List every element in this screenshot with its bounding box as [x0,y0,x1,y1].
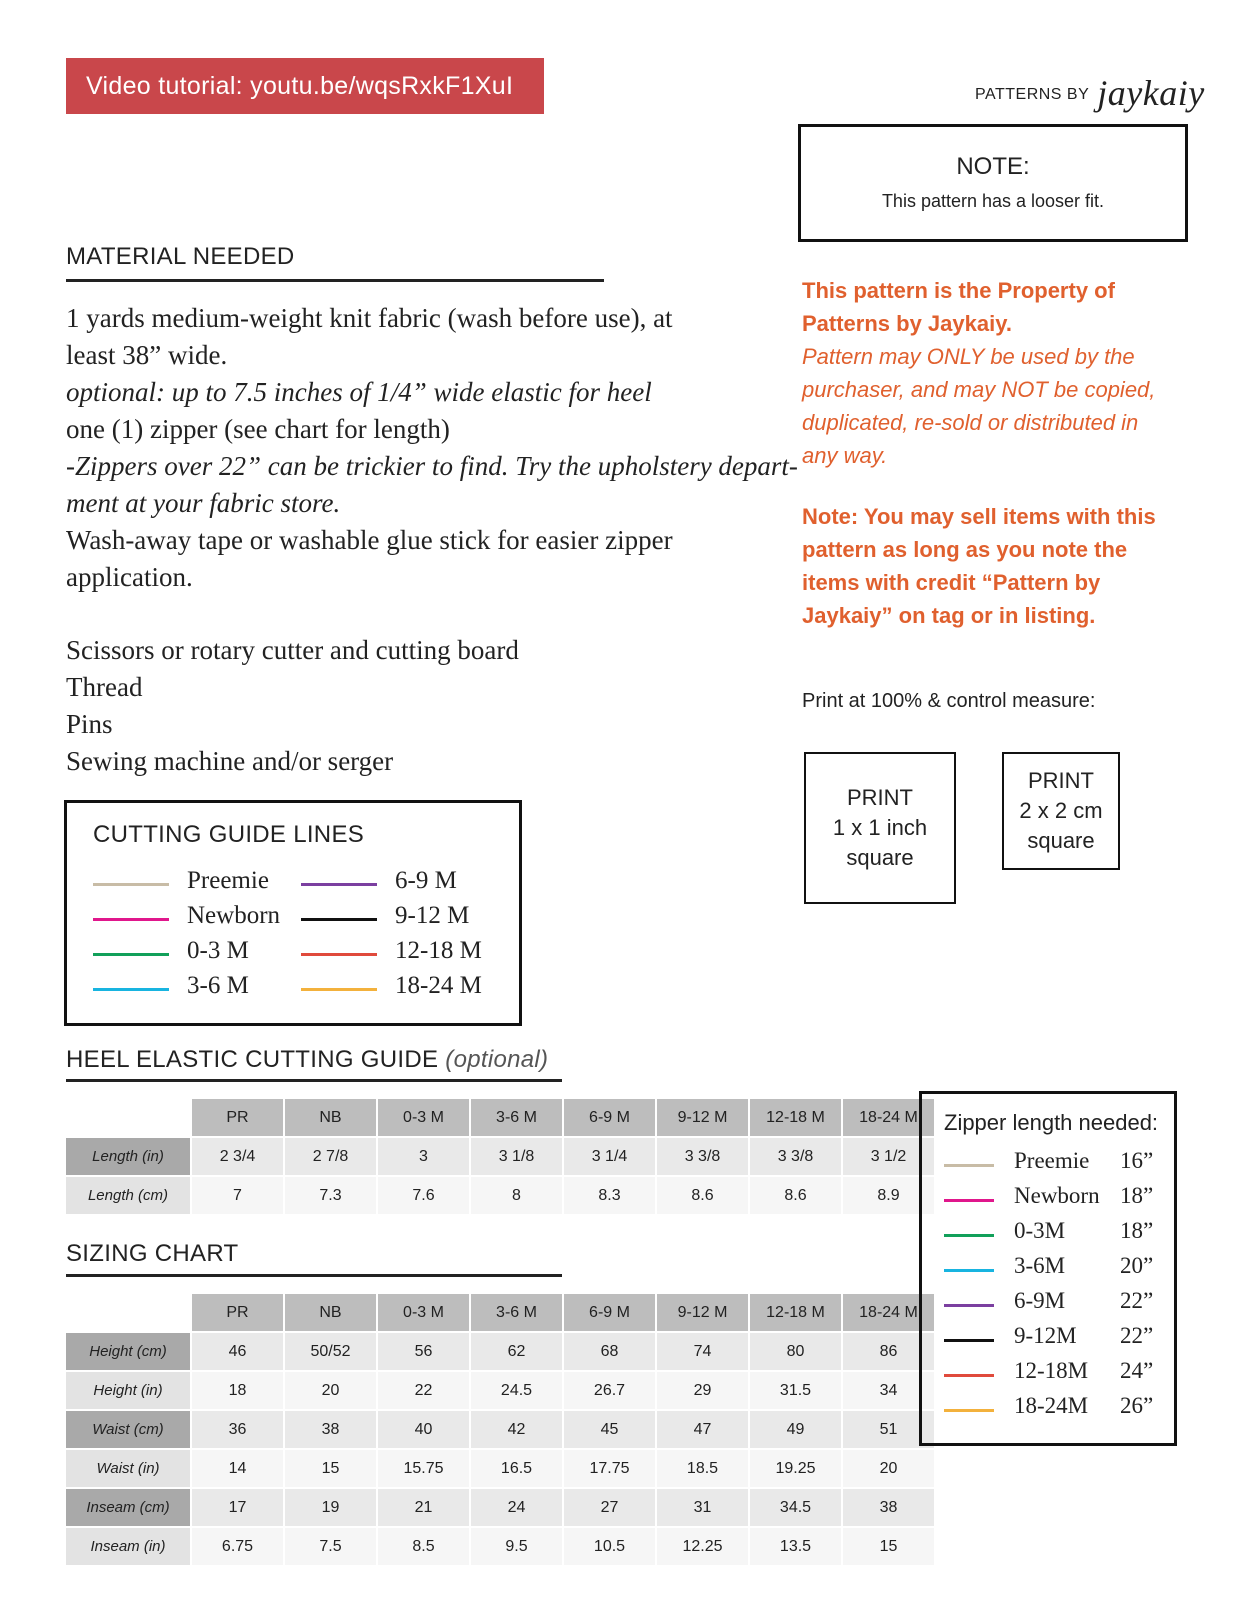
zipper-length-value: 24” [1120,1358,1154,1383]
property-line: This pattern is the Property of [802,278,1115,303]
cutting-guide-label: Preemie [187,867,269,894]
zipper-size-label: Newborn [1014,1183,1100,1208]
table-cell: 46 [191,1332,284,1371]
table-cell: 8.6 [749,1176,842,1215]
cutting-line-swatch [93,883,169,886]
column-header: 6-9 M [563,1293,656,1332]
material-line: Scissors or rotary cutter and cutting board [66,635,519,665]
zipper-size-label: 12-18M [1014,1358,1089,1383]
zipper-item [944,1183,1164,1217]
table-cell: 8.6 [656,1176,749,1215]
material-line: Wash-away tape or washable glue stick for easier zipper [66,525,673,555]
zipper-size-label: 0-3M [1014,1218,1066,1243]
table-cell: 38 [842,1488,935,1527]
column-header: PR [191,1293,284,1332]
column-header: 3-6 M [470,1098,563,1137]
table-cell: 62 [470,1332,563,1371]
zipper-item [944,1148,1164,1182]
note-title: NOTE: [956,153,1030,180]
row-header: Length (in) [65,1137,191,1176]
table-cell: 3 1/8 [470,1137,563,1176]
heel-rule [66,1079,562,1082]
table-cell: 8.9 [842,1176,935,1215]
cutting-guide-label: 0-3 M [187,937,249,964]
brand-signature: jaykaiy [1097,73,1205,113]
column-header: 0-3 M [377,1098,470,1137]
zipper-line-swatch [944,1269,994,1272]
material-line: ment at your fabric store. [66,488,341,518]
materials-list [66,300,798,780]
table-cell: 34.5 [749,1488,842,1527]
row-header: Inseam (in) [65,1527,191,1566]
sell-note-line: Note: You may sell items with this [802,504,1156,529]
zipper-size-label: Preemie [1014,1148,1090,1173]
table-corner [65,1098,191,1137]
print-cm-line: 2 x 2 cm [1019,798,1103,823]
sell-note-line: items with credit “Pattern by [802,570,1101,595]
zipper-size-label: 9-12M [1014,1323,1077,1348]
zipper-line-swatch [944,1199,994,1202]
print-cm-line: square [1027,828,1095,853]
zipper-line-swatch [944,1409,994,1412]
table-cell: 7.6 [377,1176,470,1215]
table-cell: 7.5 [284,1527,377,1566]
property-line: purchaser, and may NOT be copied, [802,377,1156,402]
table-cell: 7.3 [284,1176,377,1215]
column-header: 12-18 M [749,1098,842,1137]
table-cell: 86 [842,1332,935,1371]
table-cell: 31 [656,1488,749,1527]
heel-heading-text: HEEL ELASTIC CUTTING GUIDE [66,1046,439,1073]
table-row [65,1449,935,1488]
cutting-guide-title: CUTTING GUIDE LINES [93,821,365,848]
zipper-title: Zipper length needed: [944,1110,1159,1135]
heel-heading [66,1046,548,1074]
property-line: duplicated, re-sold or distributed in [802,410,1139,435]
table-cell: 14 [191,1449,284,1488]
brand-prefix: PATTERNS BY [975,86,1090,103]
table-cell: 36 [191,1410,284,1449]
zipper-item [944,1323,1164,1357]
table-cell: 24.5 [470,1371,563,1410]
table-cell: 21 [377,1488,470,1527]
material-line: Thread [66,672,143,702]
cutting-guide-label: 12-18 M [395,937,482,964]
property-line: Pattern may ONLY be used by the [802,344,1135,369]
table-cell: 17 [191,1488,284,1527]
table-cell: 51 [842,1410,935,1449]
table-cell: 2 7/8 [284,1137,377,1176]
table-cell: 56 [377,1332,470,1371]
print-inch-line: square [846,845,914,870]
table-cell: 20 [284,1371,377,1410]
table-cell: 3 1/2 [842,1137,935,1176]
material-line: Pins [66,709,113,739]
sizing-heading: SIZING CHART [66,1240,239,1267]
table-cell: 3 3/8 [656,1137,749,1176]
material-line: -Zippers over 22” can be trickier to find. Try the upholstery depart- [66,451,798,481]
cutting-line-swatch [93,988,169,991]
row-header: Inseam (cm) [65,1488,191,1527]
table-cell: 49 [749,1410,842,1449]
table-cell: 68 [563,1332,656,1371]
zipper-line-swatch [944,1339,994,1342]
video-tutorial-banner[interactable] [66,58,544,114]
brand-logo [975,72,1205,114]
print-instruction: Print at 100% & control measure: [802,690,1096,712]
table-cell: 74 [656,1332,749,1371]
table-cell: 6.75 [191,1527,284,1566]
zipper-size-label: 6-9M [1014,1288,1066,1313]
note-body: This pattern has a looser fit. [881,191,1105,211]
column-header: 6-9 M [563,1098,656,1137]
table-corner [65,1293,191,1332]
table-cell: 3 1/4 [563,1137,656,1176]
row-header: Height (in) [65,1371,191,1410]
table-cell: 42 [470,1410,563,1449]
heel-heading-optional: (optional) [445,1046,549,1073]
zipper-length-value: 16” [1120,1148,1154,1173]
column-header: 9-12 M [656,1098,749,1137]
print-inch-line: PRINT [846,785,913,810]
row-header: Waist (cm) [65,1410,191,1449]
table-cell: 16.5 [470,1449,563,1488]
print-inch-square [804,752,956,904]
table-row [65,1527,935,1566]
column-header: NB [284,1098,377,1137]
cutting-guide-label: 9-12 M [395,902,470,929]
table-cell: 9.5 [470,1527,563,1566]
table-cell: 13.5 [749,1527,842,1566]
cutting-line-swatch [301,883,377,886]
zipper-size-label: 3-6M [1014,1253,1066,1278]
cutting-line-swatch [301,918,377,921]
column-header: NB [284,1293,377,1332]
table-cell: 45 [563,1410,656,1449]
zipper-length-value: 26” [1120,1393,1154,1418]
zipper-item [944,1393,1164,1427]
table-cell: 8.3 [563,1176,656,1215]
table-cell: 26.7 [563,1371,656,1410]
column-header: 12-18 M [749,1293,842,1332]
table-cell: 18 [191,1371,284,1410]
table-cell: 15 [842,1527,935,1566]
zipper-item [944,1253,1164,1287]
cutting-line-swatch [301,953,377,956]
sell-note-line: pattern as long as you note the [802,537,1128,562]
table-cell: 20 [842,1449,935,1488]
row-header: Length (cm) [65,1176,191,1215]
table-cell: 15 [284,1449,377,1488]
table-cell: 31.5 [749,1371,842,1410]
row-header: Waist (in) [65,1449,191,1488]
material-line: Sewing machine and/or serger [66,746,394,776]
column-header: 0-3 M [377,1293,470,1332]
table-cell: 8 [470,1176,563,1215]
table-cell: 38 [284,1410,377,1449]
zipper-line-swatch [944,1164,994,1167]
cutting-guide-legend [64,800,522,1026]
table-row [65,1176,935,1215]
zipper-length-value: 22” [1120,1288,1154,1313]
table-cell: 27 [563,1488,656,1527]
table-cell: 22 [377,1371,470,1410]
cutting-guide-label: 6-9 M [395,867,457,894]
table-cell: 7 [191,1176,284,1215]
zipper-size-label: 18-24M [1014,1393,1089,1418]
cutting-line-swatch [301,988,377,991]
table-cell: 80 [749,1332,842,1371]
print-cm-square [1002,752,1120,870]
heel-elastic-table [64,1097,936,1216]
table-header-row [65,1098,935,1137]
table-cell: 3 [377,1137,470,1176]
table-row [65,1137,935,1176]
table-cell: 29 [656,1371,749,1410]
table-cell: 15.75 [377,1449,470,1488]
table-cell: 40 [377,1410,470,1449]
zipper-line-swatch [944,1374,994,1377]
print-cm-line: PRINT [1027,768,1094,793]
material-line: one (1) zipper (see chart for length) [66,414,450,444]
cutting-guide-label: 18-24 M [395,972,482,999]
table-row [65,1371,935,1410]
table-cell: 50/52 [284,1332,377,1371]
zipper-line-swatch [944,1234,994,1237]
table-cell: 17.75 [563,1449,656,1488]
zipper-length-value: 18” [1120,1183,1154,1208]
video-tutorial-text: Video tutorial: youtu.be/wqsRxkF1XuI [86,72,514,100]
print-inch-line: 1 x 1 inch [832,815,928,840]
table-cell: 19 [284,1488,377,1527]
sell-note-line: Jaykaiy” on tag or in listing. [802,603,1096,628]
table-cell: 12.25 [656,1527,749,1566]
table-row [65,1332,935,1371]
cutting-guide-label: Newborn [187,902,281,929]
property-line: any way. [802,443,888,468]
zipper-item [944,1358,1164,1392]
material-line: optional: up to 7.5 inches of 1/4” wide elastic for heel [66,377,652,407]
column-header: 18-24 M [842,1098,935,1137]
property-notice [802,274,1192,632]
table-cell: 3 3/8 [749,1137,842,1176]
table-row [65,1410,935,1449]
table-cell: 47 [656,1410,749,1449]
table-cell: 34 [842,1371,935,1410]
material-line: application. [66,562,193,592]
row-header: Height (cm) [65,1332,191,1371]
table-cell: 24 [470,1488,563,1527]
property-line: Patterns by Jaykaiy. [802,311,1012,336]
table-cell: 8.5 [377,1527,470,1566]
zipper-length-legend [919,1091,1177,1446]
cutting-line-swatch [93,953,169,956]
table-header-row [65,1293,935,1332]
material-line: 1 yards medium-weight knit fabric (wash before use), at [66,303,673,333]
table-cell: 19.25 [749,1449,842,1488]
sizing-chart-table [64,1292,936,1567]
zipper-item [944,1218,1164,1252]
table-row [65,1488,935,1527]
materials-heading: MATERIAL NEEDED [66,243,295,270]
cutting-line-swatch [93,918,169,921]
zipper-item [944,1288,1164,1322]
column-header: 18-24 M [842,1293,935,1332]
column-header: 3-6 M [470,1293,563,1332]
sizing-rule [66,1274,562,1277]
zipper-line-swatch [944,1304,994,1307]
zipper-length-value: 20” [1120,1253,1154,1278]
column-header: 9-12 M [656,1293,749,1332]
table-cell: 18.5 [656,1449,749,1488]
table-cell: 10.5 [563,1527,656,1566]
material-line: least 38” wide. [66,340,228,370]
note-box [798,124,1188,242]
table-cell: 2 3/4 [191,1137,284,1176]
materials-rule [66,279,604,282]
zipper-length-value: 18” [1120,1218,1154,1243]
column-header: PR [191,1098,284,1137]
cutting-guide-label: 3-6 M [187,972,249,999]
zipper-length-value: 22” [1120,1323,1154,1348]
